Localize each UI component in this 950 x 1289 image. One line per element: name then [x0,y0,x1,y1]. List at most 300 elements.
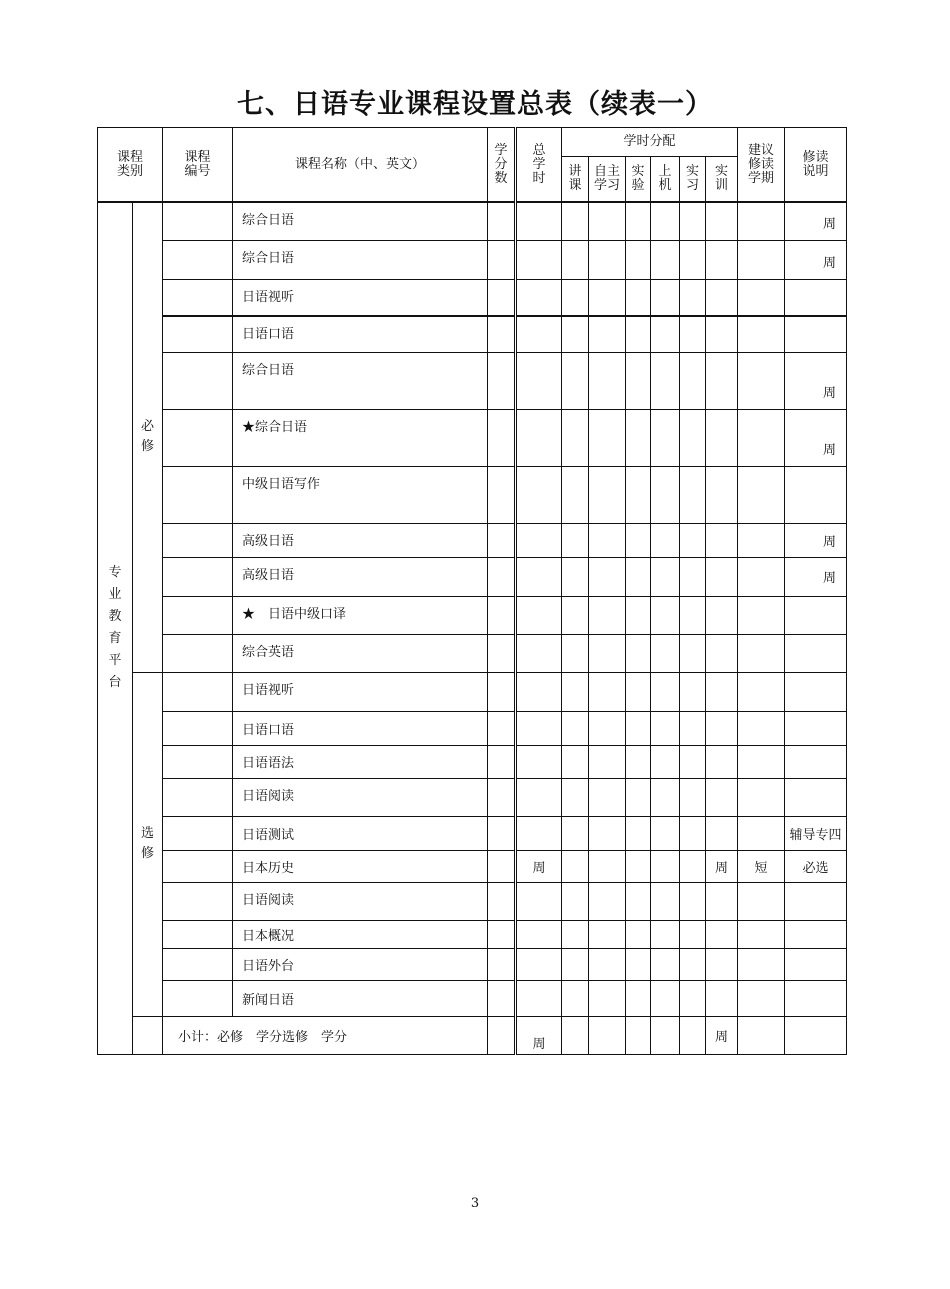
table-row [98,466,847,523]
course-code [163,948,233,980]
empty-cell [562,409,589,466]
course-code [163,920,233,948]
course-name: 综合英语 [233,634,488,672]
empty-cell [133,1016,163,1054]
empty-cell [589,672,626,711]
empty-cell [680,634,706,672]
training-cell [706,882,738,920]
remark-cell [785,778,847,816]
credits-cell [488,466,516,523]
course-code [163,711,233,745]
course-code [163,202,233,240]
category-cell [98,202,133,1054]
table-row [98,316,847,352]
credits-cell [488,352,516,409]
empty-cell [626,634,651,672]
empty-cell [589,850,626,882]
empty-cell [626,711,651,745]
empty-cell [706,316,738,352]
empty-cell [680,409,706,466]
vertical-char: 平 [108,653,122,669]
remark-cell [785,672,847,711]
course-name: 中级日语写作 [233,466,488,523]
empty-cell [516,596,562,634]
course-code [163,882,233,920]
course-code [163,240,233,279]
table-body [98,202,847,1054]
table-row [98,240,847,279]
table-row [98,745,847,778]
semester-cell [738,882,785,920]
empty-cell [562,711,589,745]
course-code [163,745,233,778]
empty-cell [626,980,651,1016]
empty-cell [680,352,706,409]
course-name: 综合日语 [233,202,488,240]
empty-cell [626,1016,651,1054]
credits-cell [488,882,516,920]
empty-cell [738,466,785,523]
empty-cell [738,279,785,316]
credits-cell [488,1016,516,1054]
empty-cell [651,745,680,778]
empty-cell [680,202,706,240]
credits-cell [488,948,516,980]
page-number: 3 [470,1196,480,1211]
credits-cell [488,202,516,240]
empty-cell [651,596,680,634]
remark-cell [785,711,847,745]
empty-cell [562,980,589,1016]
empty-cell [680,850,706,882]
empty-cell [516,240,562,279]
course-name: 新闻日语 [233,980,488,1016]
empty-cell [589,279,626,316]
header-training: 实 训 [706,157,738,203]
training-cell [706,711,738,745]
remark-cell: 周 [785,557,847,596]
table-row [98,634,847,672]
subtotal-row [98,1016,847,1054]
table-row [98,711,847,745]
semester-cell [738,778,785,816]
header-category: 课程 类别 [98,128,163,203]
course-name: 高级日语 [233,523,488,557]
empty-cell [516,523,562,557]
training-cell [706,672,738,711]
subtotal-total-hours: 周 [516,1016,562,1054]
empty-cell [680,980,706,1016]
semester-cell [738,745,785,778]
credits-cell [488,980,516,1016]
empty-cell [562,557,589,596]
empty-cell [706,523,738,557]
credits-cell [488,816,516,850]
credits-cell [488,850,516,882]
empty-cell [680,711,706,745]
table-row [98,523,847,557]
empty-cell [516,409,562,466]
empty-cell [626,316,651,352]
empty-cell [738,316,785,352]
course-code [163,557,233,596]
vertical-char: 选 [141,826,155,841]
empty-cell [589,316,626,352]
course-code [163,672,233,711]
empty-cell [562,352,589,409]
course-code [163,466,233,523]
required-label [133,202,163,672]
remark-cell [785,634,847,672]
course-name: 日语口语 [233,711,488,745]
empty-cell [626,745,651,778]
empty-cell [589,745,626,778]
course-code [163,634,233,672]
empty-cell [589,980,626,1016]
training-cell [706,920,738,948]
empty-cell [516,202,562,240]
header-semester: 建议 修读 学期 [738,128,785,203]
course-name: 日本历史 [233,850,488,882]
credits-cell [488,778,516,816]
empty-cell [562,850,589,882]
empty-cell [589,596,626,634]
total-hours-cell [516,778,562,816]
empty-cell [651,882,680,920]
empty-cell [626,279,651,316]
header-hours-group: 学时分配 [562,128,738,157]
empty-cell [738,409,785,466]
table-row [98,980,847,1016]
credits-cell [488,409,516,466]
empty-cell [516,279,562,316]
empty-cell [680,279,706,316]
vertical-char: 修 [141,846,155,861]
empty-cell [651,920,680,948]
course-name: 综合日语 [233,352,488,409]
course-name: 日本概况 [233,920,488,948]
empty-cell [706,634,738,672]
empty-cell [562,948,589,980]
subtotal-training: 周 [706,1016,738,1054]
empty-cell [626,352,651,409]
empty-cell [651,466,680,523]
remark-cell [785,980,847,1016]
empty-cell [562,316,589,352]
header-code: 课程 编号 [163,128,233,203]
empty-cell [738,523,785,557]
table-row [98,202,847,240]
empty-cell [651,409,680,466]
table-row [98,920,847,948]
empty-cell [589,778,626,816]
table-header [98,128,847,203]
remark-cell [785,316,847,352]
subtotal-label: 小计：必修 学分选修 学分 [163,1016,488,1054]
empty-cell [626,240,651,279]
course-name: 综合日语 [233,240,488,279]
empty-cell [589,1016,626,1054]
empty-cell [626,596,651,634]
empty-cell [651,279,680,316]
header-self-study: 自主 学习 [589,157,626,203]
course-code [163,778,233,816]
empty-cell [626,882,651,920]
course-code [163,352,233,409]
semester-cell: 短 [738,850,785,882]
empty-cell [562,1016,589,1054]
empty-cell [680,316,706,352]
empty-cell [562,816,589,850]
empty-cell [651,1016,680,1054]
credits-cell [488,672,516,711]
empty-cell [589,920,626,948]
table-row [98,778,847,816]
empty-cell [516,557,562,596]
total-hours-cell: 周 [516,850,562,882]
total-hours-cell [516,948,562,980]
training-cell [706,980,738,1016]
empty-cell [516,352,562,409]
empty-cell [589,409,626,466]
empty-cell [626,466,651,523]
total-hours-cell [516,980,562,1016]
credits-cell [488,557,516,596]
header-practice: 实 习 [680,157,706,203]
table-row [98,557,847,596]
total-hours-cell [516,882,562,920]
remark-cell [785,882,847,920]
empty-cell [589,523,626,557]
course-code [163,316,233,352]
empty-cell [680,596,706,634]
empty-cell [680,557,706,596]
header-credits: 学 分 数 [488,128,516,203]
credits-cell [488,316,516,352]
empty-cell [706,596,738,634]
table-row [98,816,847,850]
empty-cell [562,279,589,316]
remark-cell [785,745,847,778]
course-code [163,816,233,850]
empty-cell [651,711,680,745]
table-row [98,279,847,316]
empty-cell [738,634,785,672]
header-experiment: 实 验 [626,157,651,203]
course-name: ★综合日语 [233,409,488,466]
total-hours-cell [516,920,562,948]
empty-cell [626,778,651,816]
remark-cell: 周 [785,202,847,240]
remark-cell: 周 [785,409,847,466]
remark-cell [785,948,847,980]
empty-cell [680,240,706,279]
empty-cell [651,778,680,816]
curriculum-table [97,127,847,1055]
vertical-char: 育 [108,631,122,647]
table-row [98,948,847,980]
table-row [98,672,847,711]
credits-cell [488,279,516,316]
empty-cell [516,466,562,523]
remark-cell: 必选 [785,850,847,882]
empty-cell [562,778,589,816]
empty-cell [562,672,589,711]
empty-cell [680,816,706,850]
empty-cell [680,466,706,523]
course-name: 高级日语 [233,557,488,596]
empty-cell [589,202,626,240]
empty-cell [562,240,589,279]
empty-cell [706,202,738,240]
course-name: 日语阅读 [233,882,488,920]
empty-cell [626,672,651,711]
empty-cell [651,523,680,557]
credits-cell [488,920,516,948]
credits-cell [488,523,516,557]
table-row [98,850,847,882]
training-cell: 周 [706,850,738,882]
empty-cell [589,882,626,920]
empty-cell [680,920,706,948]
empty-cell [651,202,680,240]
empty-cell [651,352,680,409]
empty-cell [516,316,562,352]
header-remarks: 修读 说明 [785,128,847,203]
semester-cell [738,980,785,1016]
empty-cell [651,948,680,980]
table-row [98,352,847,409]
empty-cell [589,466,626,523]
remark-cell [785,466,847,523]
table-row [98,409,847,466]
vertical-char: 台 [108,675,122,691]
remark-cell: 周 [785,240,847,279]
empty-cell [651,316,680,352]
course-name: 日语视听 [233,279,488,316]
page-title: 七、日语专业课程设置总表（续表一） [237,89,713,120]
empty-cell [589,948,626,980]
vertical-char: 专 [108,565,122,581]
elective-label [133,672,163,1016]
credits-cell [488,711,516,745]
empty-cell [562,745,589,778]
empty-cell [738,557,785,596]
course-code [163,850,233,882]
course-code [163,523,233,557]
empty-cell [626,523,651,557]
empty-cell [706,352,738,409]
empty-cell [626,202,651,240]
empty-cell [589,711,626,745]
empty-cell [706,466,738,523]
empty-cell [562,882,589,920]
empty-cell [562,634,589,672]
remark-cell [785,596,847,634]
empty-cell [706,409,738,466]
empty-cell [516,634,562,672]
course-name: 日语视听 [233,672,488,711]
empty-cell [651,634,680,672]
credits-cell [488,745,516,778]
empty-cell [562,920,589,948]
remark-cell: 周 [785,352,847,409]
course-name: 日语语法 [233,745,488,778]
training-cell [706,948,738,980]
course-name: 日语阅读 [233,778,488,816]
empty-cell [589,816,626,850]
credits-cell [488,240,516,279]
empty-cell [626,920,651,948]
course-name: ★ 日语中级口译 [233,596,488,634]
empty-cell [562,596,589,634]
empty-cell [680,948,706,980]
course-code [163,409,233,466]
empty-cell [651,557,680,596]
course-name: 日语测试 [233,816,488,850]
course-code [163,596,233,634]
table-row [98,882,847,920]
empty-cell [738,1016,785,1054]
empty-cell [626,409,651,466]
semester-cell [738,948,785,980]
total-hours-cell [516,711,562,745]
vertical-char: 业 [108,587,122,603]
empty-cell [738,202,785,240]
empty-cell [680,523,706,557]
empty-cell [706,279,738,316]
course-name: 日语口语 [233,316,488,352]
empty-cell [562,523,589,557]
empty-cell [651,240,680,279]
header-total-hours: 总 学 时 [516,128,562,203]
empty-cell [680,672,706,711]
credits-cell [488,596,516,634]
vertical-char: 修 [141,439,155,455]
empty-cell [706,240,738,279]
remark-cell [785,920,847,948]
empty-cell [589,240,626,279]
empty-cell [651,672,680,711]
remark-cell: 辅导专四 [785,816,847,850]
empty-cell [562,466,589,523]
header-computer: 上 机 [651,157,680,203]
empty-cell [738,352,785,409]
course-name: 日语外台 [233,948,488,980]
empty-cell [738,596,785,634]
total-hours-cell [516,672,562,711]
vertical-char: 教 [108,609,122,625]
empty-cell [651,980,680,1016]
table-row [98,596,847,634]
empty-cell [626,557,651,596]
course-code [163,279,233,316]
empty-cell [680,882,706,920]
empty-cell [589,557,626,596]
credits-cell [488,634,516,672]
semester-cell [738,920,785,948]
empty-cell [680,778,706,816]
header-lecture: 讲 课 [562,157,589,203]
empty-cell [589,634,626,672]
training-cell [706,816,738,850]
empty-cell [626,850,651,882]
empty-cell [785,1016,847,1054]
semester-cell [738,816,785,850]
empty-cell [680,745,706,778]
empty-cell [738,240,785,279]
empty-cell [589,352,626,409]
